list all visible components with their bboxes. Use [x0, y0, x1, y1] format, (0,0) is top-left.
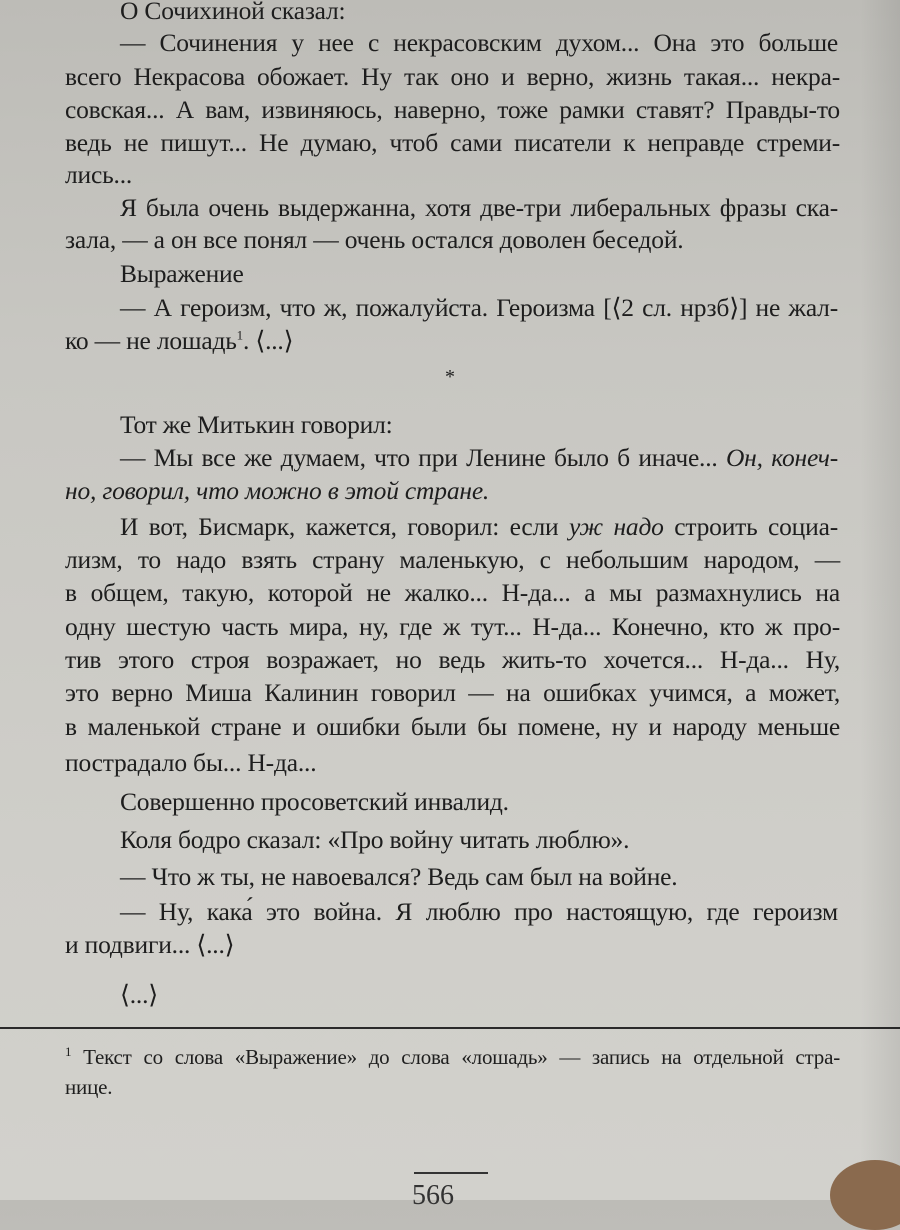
text-line: [120, 787, 509, 817]
text-line: [65, 578, 840, 608]
text-line: [120, 443, 838, 473]
text-segment: нице.: [65, 1075, 113, 1099]
text-line: [65, 930, 234, 960]
text-segment: Тот же Митькин говорил:: [120, 410, 393, 439]
footnote-rule: [0, 1027, 900, 1029]
page-number: 566: [412, 1180, 454, 1211]
text-segment: всего Некрасова обожает. Ну так оно и верно, жизнь такая... некра-: [65, 62, 840, 91]
text-segment: и подвиги... ⟨...⟩: [65, 930, 235, 959]
footnote-marker: 1: [65, 1044, 72, 1059]
text-line: [120, 897, 838, 927]
text-segment: — Сочинения у нее с некрасовским духом... Она это больше: [120, 28, 838, 57]
text-line: [65, 678, 840, 708]
text-line: [65, 612, 840, 642]
text-line: [120, 28, 838, 58]
italic-text: но, говорил, что можно в этой стране.: [65, 476, 490, 505]
section-separator: *: [445, 366, 455, 388]
footnote-line: [65, 1042, 840, 1072]
text-segment: ко — не лошадь: [65, 326, 237, 355]
text-segment: . ⟨...⟩: [242, 326, 294, 355]
text-line: [120, 259, 244, 289]
text-segment: ведь не пишут... Не думаю, чтоб сами писатели к неправде стреми-: [65, 128, 840, 157]
italic-text: уж надо: [568, 512, 664, 541]
text-line: [65, 128, 840, 158]
text-line: [65, 62, 840, 92]
text-segment: тив этого строя возражает, но ведь жить-то хочется... Н-да... Ну,: [65, 645, 840, 674]
text-line: [120, 410, 393, 440]
text-line: [120, 0, 345, 26]
text-line: [65, 748, 316, 778]
text-segment: лизм, то надо взять страну маленькую, с небольшим народом, —: [65, 545, 840, 574]
text-segment: Выражение: [120, 259, 244, 288]
text-segment: — А героизм, что ж, пожалуйста. Героизма [⟨2 сл. нрзб⟩] не жал-: [120, 293, 838, 322]
text-line: [120, 980, 158, 1010]
text-line: [120, 193, 838, 223]
text-line: [65, 160, 132, 190]
text-line: [65, 545, 840, 575]
text-segment: совская... А вам, извиняюсь, наверно, тоже рамки ставят? Правды-то: [65, 95, 840, 124]
text-segment: Совершенно просоветский инвалид.: [120, 787, 509, 816]
text-segment: строить социа-: [663, 512, 838, 541]
text-segment: пострадало бы... Н-да...: [65, 748, 317, 777]
text-segment: в маленькой стране и ошибки были бы помене, ну и народу меньше: [65, 712, 840, 741]
text-segment: в общем, такую, которой не жалко... Н-да... а мы размахнулись на: [65, 578, 840, 607]
text-line: [120, 293, 838, 323]
text-line: [65, 476, 489, 506]
page-shadow: [860, 0, 900, 1200]
text-line: [120, 862, 677, 892]
text-line: [120, 512, 838, 542]
text-segment: это верно Миша Калинин говорил — на ошибках учимся, а может,: [65, 678, 840, 707]
text-line: [65, 95, 840, 125]
text-segment: — Ну, кака́ это война. Я люблю про настоящую, где героизм: [120, 897, 838, 926]
text-segment: Коля бодро сказал: «Про войну читать люблю».: [120, 825, 630, 854]
text-segment: зала, — а он все понял — очень остался доволен беседой.: [65, 225, 684, 254]
text-segment: О Сочихиной сказал:: [120, 0, 346, 25]
text-segment: — Что ж ты, не навоевался? Ведь сам был на войне.: [120, 862, 678, 891]
text-line: [65, 326, 293, 356]
text-segment: И вот, Бисмарк, кажется, говорил: если: [120, 512, 569, 541]
text-segment: лись...: [65, 160, 133, 189]
text-segment: ⟨...⟩: [120, 980, 159, 1009]
text-line: [65, 712, 840, 742]
italic-text: Он, конеч-: [725, 443, 838, 472]
text-segment: одну шестую часть мира, ну, где ж тут... Н-да... Конечно, кто ж про-: [65, 612, 840, 641]
text-line: [65, 645, 840, 675]
text-line: [120, 825, 629, 855]
finger: [830, 1160, 900, 1230]
text-segment: — Мы все же думаем, что при Ленине было б иначе...: [120, 443, 726, 472]
text-segment: Я была очень выдержанна, хотя две-три либеральных фразы ска-: [120, 193, 838, 222]
footnote-marker: 1: [236, 327, 243, 343]
text-segment: Текст со слова «Выражение» до слова «лошадь» — запись на отдельной стра-: [71, 1045, 840, 1069]
text-line: [65, 225, 683, 255]
footnote-line: [65, 1072, 112, 1102]
page-number-rule: [414, 1172, 488, 1174]
